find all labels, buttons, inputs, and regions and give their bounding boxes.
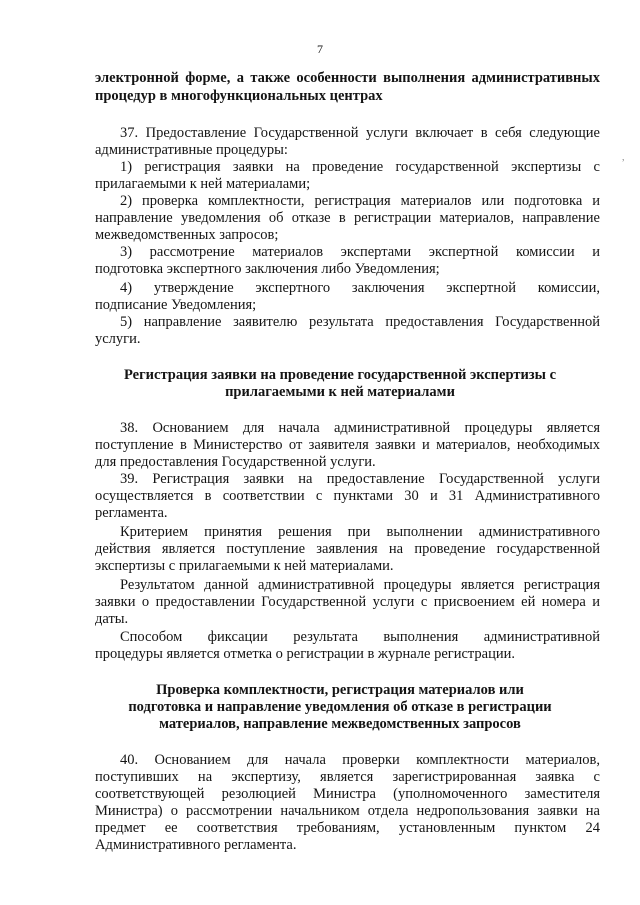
paragraph-line: осуществляется в соответствии с пунктами 30 и 31 Административного (95, 488, 600, 504)
margin-mark: , (622, 152, 625, 163)
paragraph-line: поступление в Министерство от заявителя заявки и материалов, необходимых (95, 437, 600, 453)
paragraph-line: Способом фиксации результата выполнения административной (120, 629, 600, 645)
list-item-line: 5) направление заявителю результата предоставления Государственной (120, 314, 600, 330)
list-item-line: услуги. (95, 331, 141, 347)
list-item-line: 1) регистрация заявки на проведение государственной экспертизы с (120, 159, 600, 175)
list-item-line: межведомственных запросов; (95, 227, 279, 243)
paragraph-line: регламента. (95, 505, 168, 521)
paragraph-line: Министра) о рассмотрении начальником отдела недропользования заявки на (95, 803, 600, 819)
paragraph-line: 37. Предоставление Государственной услуги включает в себя следующие (120, 125, 600, 141)
intro-heading-line: процедур в многофункциональных центрах (95, 88, 383, 104)
paragraph-line: заявки о предоставлении Государственной услуги с присвоением ей номера и (95, 594, 600, 610)
paragraph-line: для предоставления Государственной услуги. (95, 454, 376, 470)
page-number: 7 (317, 42, 323, 56)
list-item-line: подготовка экспертного заключения либо Уведомления; (95, 261, 440, 277)
paragraph-line: Административного регламента. (95, 837, 297, 853)
intro-heading-line: электронной форме, а также особенности выполнения административных (95, 70, 600, 86)
paragraph-line: Результатом данной административной процедуры является регистрация (120, 577, 600, 593)
paragraph-line: даты. (95, 611, 129, 627)
paragraph-line: соответствующей резолюцией Министра (уполномоченного заместителя (95, 786, 600, 802)
paragraph-line: экспертизы с прилагаемыми к ней материалами. (95, 558, 394, 574)
section-heading-line: Проверка комплектности, регистрация материалов или (156, 682, 524, 698)
paragraph-line: 38. Основанием для начала административной процедуры является (120, 420, 600, 436)
list-item-line: прилагаемыми к ней материалами; (95, 176, 311, 192)
paragraph-line: поступивших на экспертизу, является зарегистрированная заявка с (95, 769, 600, 785)
list-item-line: направление уведомления об отказе в регистрации материалов, направление (95, 210, 600, 226)
paragraph-line: предмет ее соответствия требованиям, установленным пунктом 24 (95, 820, 600, 836)
section-heading-line: материалов, направление межведомственных запросов (159, 716, 521, 732)
section-heading-line: прилагаемыми к ней материалами (225, 384, 455, 400)
section-heading-line: подготовка и направление уведомления об отказе в регистрации (128, 699, 552, 715)
paragraph-line: административные процедуры: (95, 142, 288, 158)
list-item-line: 2) проверка комплектности, регистрация материалов или подготовка и (120, 193, 600, 209)
paragraph-line: 40. Основанием для начала проверки комплектности материалов, (120, 752, 600, 768)
section-heading-line: Регистрация заявки на проведение государственной экспертизы с (123, 367, 557, 383)
list-item-line: 3) рассмотрение материалов экспертами экспертной комиссии и (120, 244, 600, 260)
paragraph-line: Критерием принятия решения при выполнении административного (120, 524, 600, 540)
paragraph-line: 39. Регистрация заявки на предоставление Государственной услуги (120, 471, 600, 487)
list-item-line: 4) утверждение экспертного заключения экспертной комиссии, (120, 280, 600, 296)
paragraph-line: процедуры является отметка о регистрации в журнале регистрации. (95, 646, 515, 662)
paragraph-line: действия является поступление заявления на проведение государственной (95, 541, 600, 557)
list-item-line: подписание Уведомления; (95, 297, 257, 313)
